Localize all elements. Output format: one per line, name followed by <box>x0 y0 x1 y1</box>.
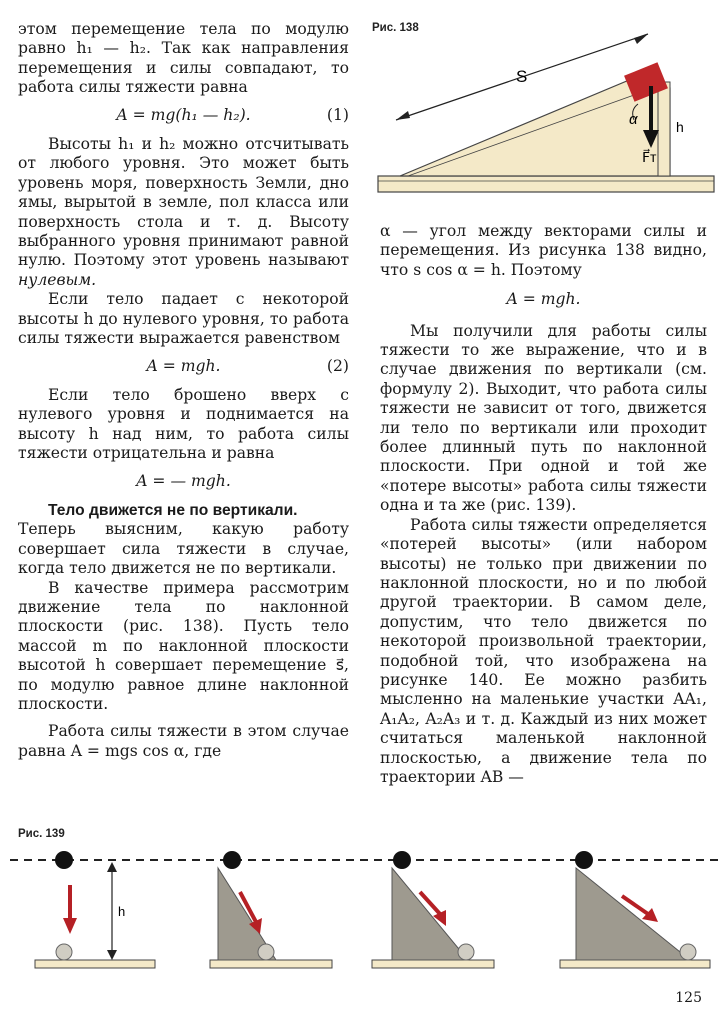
left-column <box>18 20 349 761</box>
label-force: F⃗т <box>642 149 657 165</box>
ground-board <box>378 176 714 192</box>
support-post <box>658 82 670 176</box>
formula-1 <box>18 106 349 125</box>
left-paragraph-2-text: Высоты h₁ и h₂ можно отсчитывать от любого уровня. Это может быть уровень моря, поверхность Земли, дно ямы, вырытой в земле, пол класса или поверхность стола и т. д. Высоту выбранного уровня принимают равной нулю. Поэтому этот уровень называют <box>18 135 349 270</box>
figure-138-caption: Рис. 138 <box>372 22 419 34</box>
panel-steep-slope <box>210 851 332 968</box>
formula-2-number: (2) <box>326 356 349 375</box>
label-s: S <box>516 67 528 86</box>
left-paragraph-4: Если тело брошено вверх с нулевого уровня и поднимается на высоту h над ним, то работа силы тяжести отрицательна и равна <box>18 385 349 463</box>
formula-right-text: A = mgh. <box>506 290 581 309</box>
ball-end <box>56 944 72 960</box>
right-paragraph-3: Работа силы тяжести определяется «потерей высоты» (или набором высоты) не только при движении по наклонной плоскости, но и по любой другой траектории. В самом деле, допустим, что тело движется по некоторой произвольной траектории, подобной той, что изображена на рисунке 140. Ее можно разбить мысленно на маленькие участки AA₁, A₁A₂, A₂A₃ и т. д. Каждый из них может считаться маленькой наклонной плоскостью, а движение тела по траектории AB — <box>380 515 707 786</box>
formula-3-text: A = — mgh. <box>136 471 231 490</box>
left-paragraph-5: Теперь выясним, какую работу совершает сила тяжести в случае, когда тело движется не по вертикали. <box>18 520 349 578</box>
left-paragraph-6: В качестве примера рассмотрим движение тела по наклонной плоскости (рис. 138). Пусть тело массой m по наклонной плоскости высотой h совершает перемещение s⃗, по модулю равное длине наклонной плоскости. <box>18 578 349 713</box>
figure-138 <box>372 30 718 200</box>
formula-1-number: (1) <box>326 105 349 124</box>
figure-139 <box>0 840 724 990</box>
panel-medium-slope <box>372 851 494 968</box>
section-heading <box>18 501 349 520</box>
formula-1-text: A = mg(h₁ — h₂). <box>116 105 251 124</box>
left-paragraph-2 <box>18 135 349 290</box>
figure-139-caption: Рис. 139 <box>18 828 65 840</box>
left-paragraph-1: этом перемещение тела по модулю равно h₁ — h₂. Так как направления перемещения и силы совпадают, то работа силы тяжести равна <box>18 20 349 97</box>
formula-right <box>380 290 707 309</box>
formula-3 <box>18 472 349 491</box>
formula-2 <box>18 357 349 376</box>
right-paragraph-1: α — угол между векторами силы и перемещения. Из рисунка 138 видно, что s cos α = h. Поэтому <box>380 222 707 279</box>
left-paragraph-3: Если тело падает с некоторой высоты h до нулевого уровня, то работа силы тяжести выражается равенством <box>18 290 349 348</box>
page-number: 125 <box>675 990 702 1006</box>
right-paragraph-2: Мы получили для работы силы тяжести то же выражение, что и в случае движения по вертикали (см. формулу 2). Выходит, что работа силы тяжести не зависит от того, движется ли тело по вертикали или проходит более длинный путь по наклонной плоскости. При одной и той же «потере высоты» работа силы тяжести одна и та же (рис. 139). <box>380 321 707 515</box>
right-column <box>380 222 707 787</box>
ball-start <box>55 851 73 869</box>
section-heading-text: Тело движется не по вертикали. <box>48 501 298 519</box>
label-h-139: h <box>118 904 126 919</box>
emphasis-zero-level: нулевым. <box>18 270 97 289</box>
formula-2-text: A = mgh. <box>146 356 221 375</box>
left-paragraph-7: Работа силы тяжести в этом случае равна A = mgs cos α, где <box>18 722 349 760</box>
panel-vertical-fall <box>35 851 155 968</box>
label-alpha: α <box>629 111 638 128</box>
label-h: h <box>676 119 684 135</box>
panel-gentle-slope <box>560 851 710 968</box>
